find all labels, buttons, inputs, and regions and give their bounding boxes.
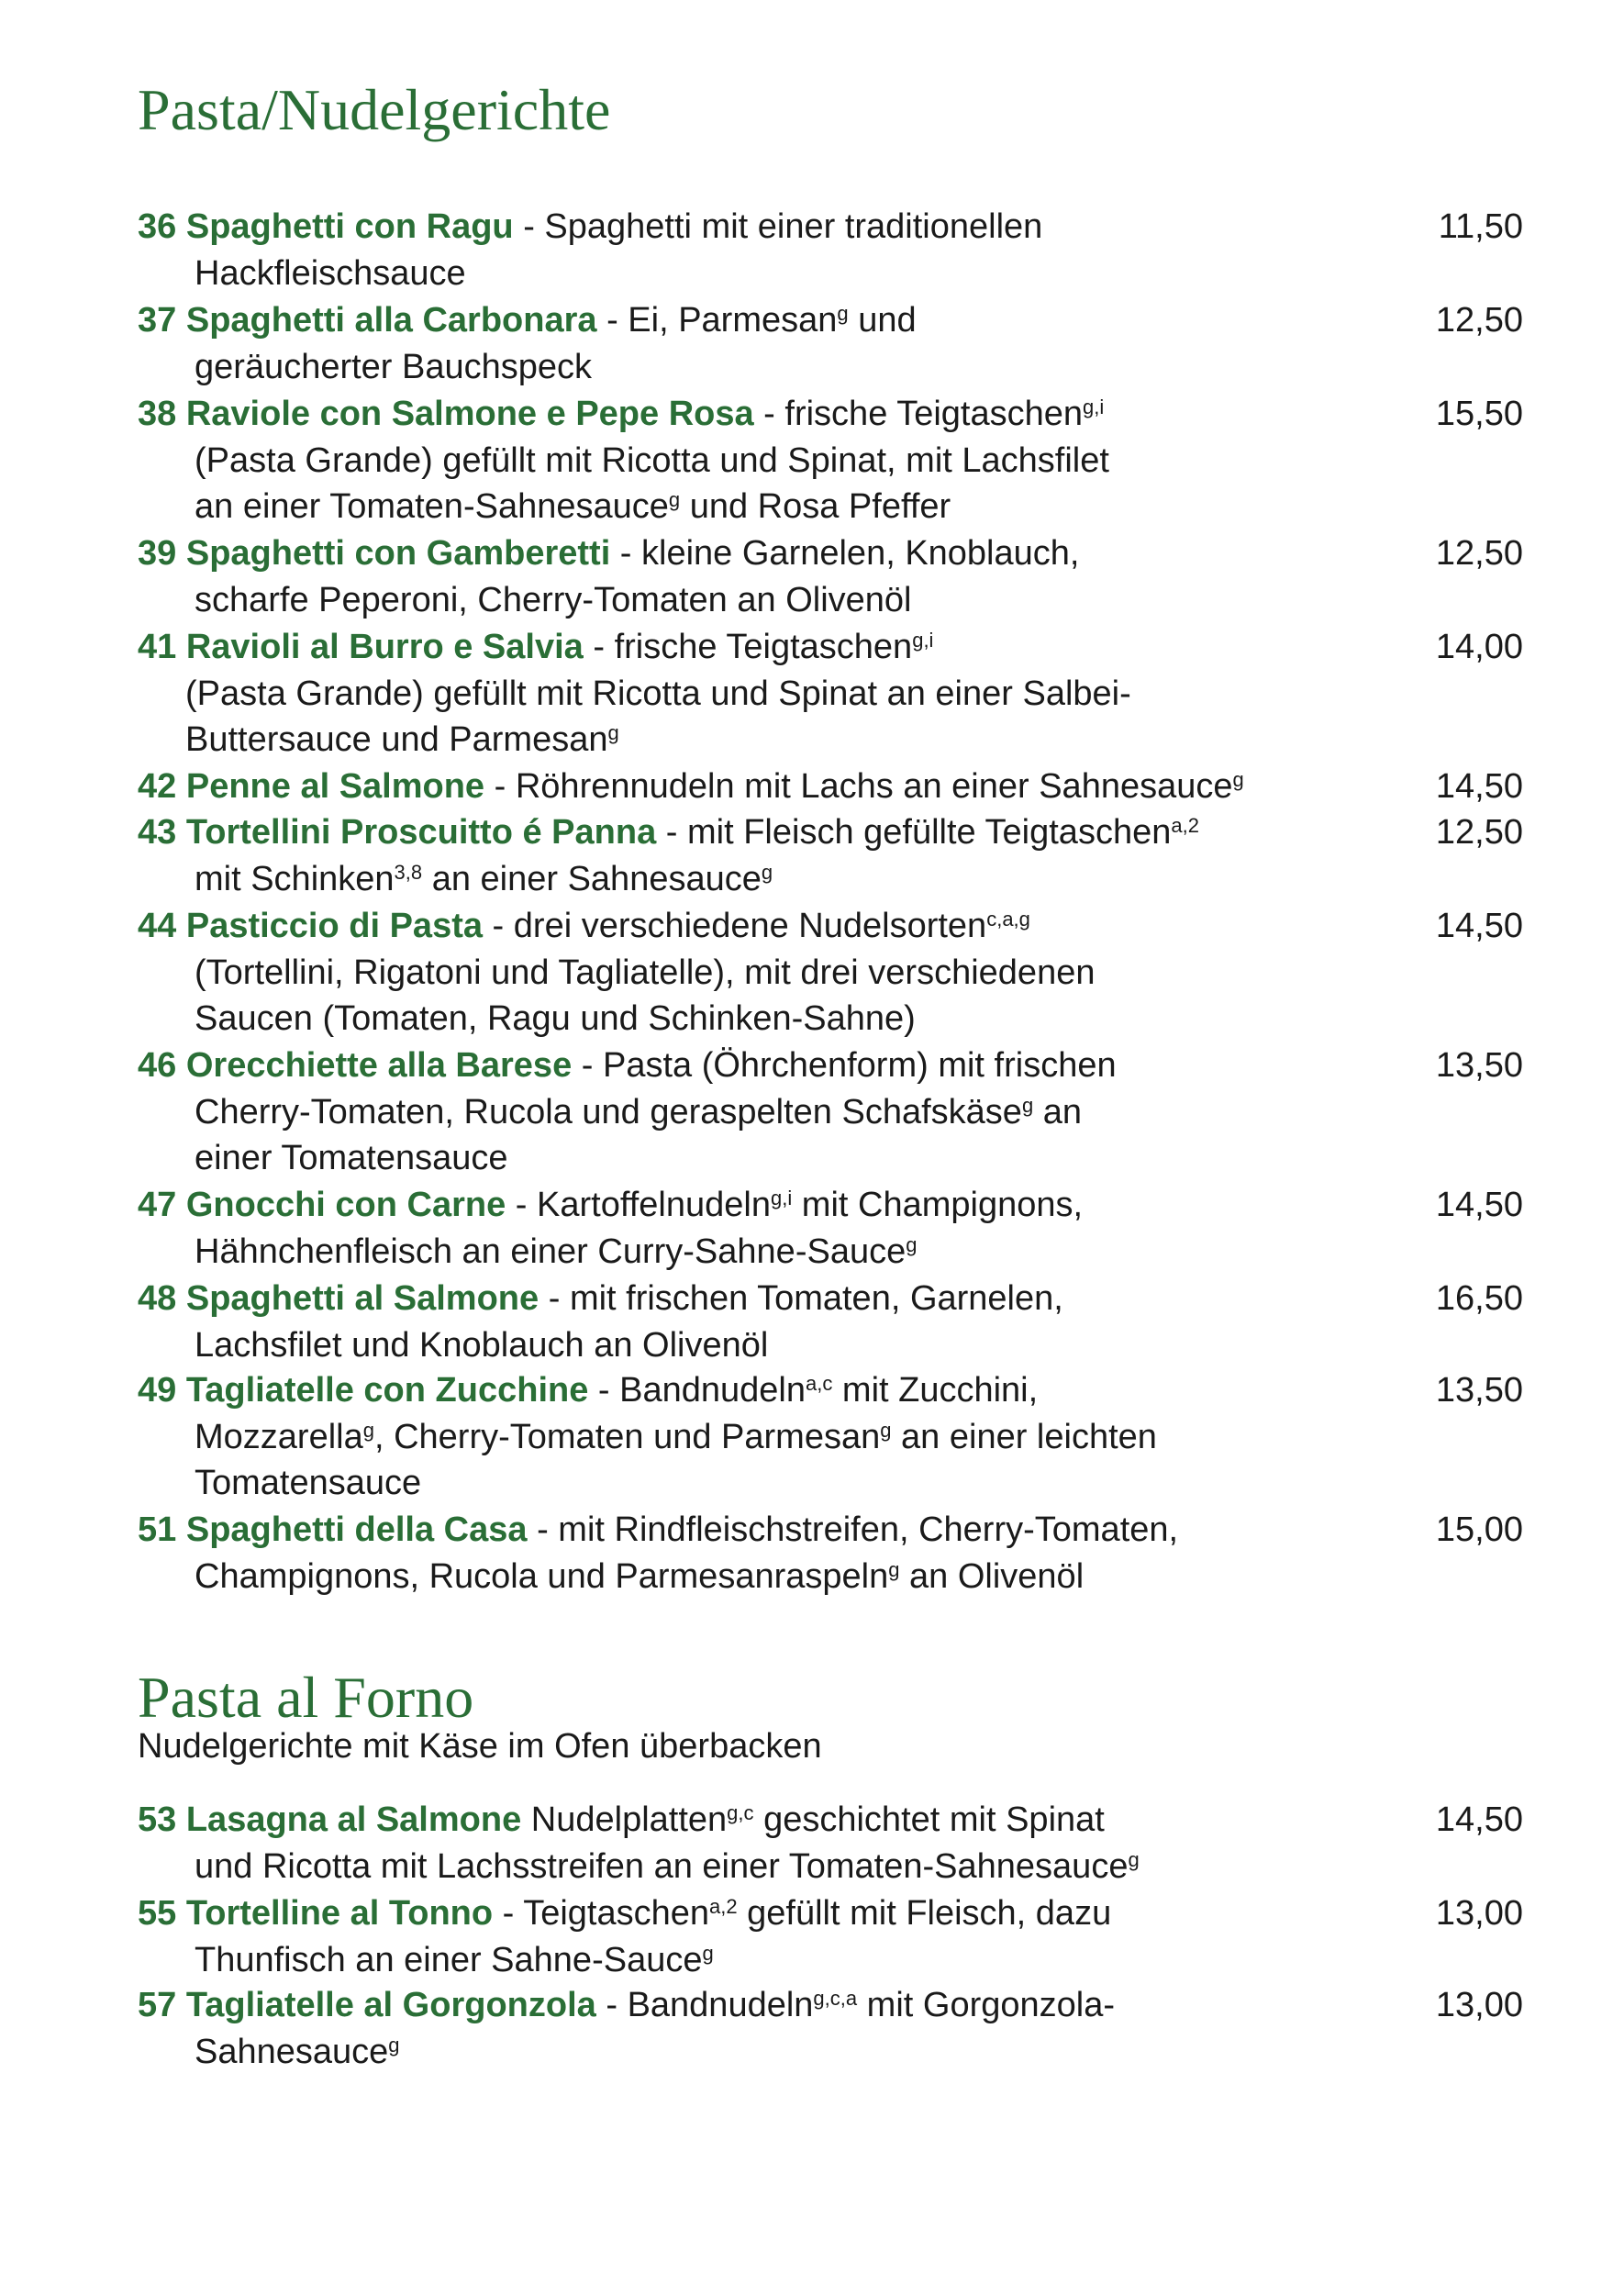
- item-text: Champignons, Rucola und Parmesanraspeln: [195, 1556, 889, 1596]
- item-price: 15,00: [1435, 1510, 1523, 1549]
- item-text: Saucen (Tomaten, Ragu und Schinken-Sahne): [195, 999, 916, 1038]
- item-text: mit Fleisch gefüllte Teigtaschen: [687, 813, 1172, 852]
- item-text: Thunfisch an einer Sahne-Sauce: [195, 1940, 703, 1979]
- item-number: 37: [138, 301, 177, 340]
- allergen-code: a,2: [1171, 813, 1199, 837]
- item-price: 11,50: [1438, 207, 1523, 246]
- item-separator: -: [595, 1986, 628, 2024]
- menu-item: [138, 1182, 1523, 1275]
- item-text: und: [848, 301, 917, 340]
- menu-item: [138, 1797, 1523, 1889]
- item-continuation: [138, 344, 1257, 391]
- item-number: 46: [138, 1046, 177, 1085]
- item-text: einer Tomatensauce: [195, 1139, 508, 1177]
- item-continuation: [138, 1937, 1257, 1984]
- item-description: [138, 204, 1257, 296]
- item-line: [138, 1279, 1063, 1318]
- section-title-pasta: Pasta/Nudelgerichte: [138, 77, 611, 142]
- item-text: Spaghetti mit einer traditionellen: [544, 207, 1043, 246]
- item-separator: -: [506, 1186, 538, 1224]
- item-text: (Tortellini, Rigatoni und Tagliatelle), mit drei verschiedenen: [195, 953, 1096, 992]
- item-text: an einer Tomaten-Sahnesauce: [195, 487, 669, 526]
- item-line: [138, 1371, 1038, 1410]
- menu-item: [138, 1276, 1523, 1368]
- item-separator: -: [596, 301, 628, 340]
- item-description: [138, 530, 1257, 623]
- item-name: Ravioli al Burro e Salvia: [185, 628, 584, 666]
- item-text: Tomatensauce: [195, 1464, 422, 1502]
- item-name: Gnocchi con Carne: [185, 1186, 506, 1224]
- item-separator: -: [493, 1894, 524, 1933]
- item-number: 51: [138, 1510, 177, 1549]
- item-text: Hackfleischsauce: [195, 253, 466, 293]
- menu-item: [138, 391, 1523, 530]
- item-separator: -: [656, 813, 687, 852]
- item-text: drei verschiedene Nudelsorten: [513, 907, 987, 945]
- allergen-code: g: [906, 1232, 918, 1256]
- item-separator: -: [539, 1279, 570, 1318]
- item-name: Orecchiette alla Barese: [185, 1046, 573, 1085]
- menu-item: [138, 903, 1523, 1042]
- item-text: mit Zucchini,: [832, 1371, 1039, 1410]
- item-text: und Rosa Pfeffer: [680, 487, 951, 526]
- item-text: Pasta (Öhrchenform) mit frischen: [602, 1046, 1117, 1085]
- item-continuation: [138, 1844, 1257, 1890]
- allergen-code: a,2: [709, 1894, 738, 1918]
- item-text: mit Gorgonzola-: [857, 1986, 1116, 2024]
- item-price: 12,50: [1435, 813, 1523, 852]
- item-text: Teigtaschen: [523, 1894, 709, 1933]
- item-description: [138, 391, 1257, 530]
- item-number: 55: [138, 1894, 177, 1933]
- item-separator: -: [513, 207, 545, 246]
- item-number: 41: [138, 628, 177, 666]
- item-name: Tagliatelle con Zucchine: [185, 1371, 589, 1410]
- item-text: , Cherry-Tomaten und Parmesan: [373, 1417, 881, 1456]
- allergen-code: g: [761, 860, 773, 884]
- item-description: [138, 903, 1257, 1042]
- item-line: [138, 207, 1042, 246]
- allergen-code: g: [1232, 767, 1244, 791]
- allergen-code: g,c: [727, 1800, 754, 1824]
- allergen-code: g: [837, 301, 849, 325]
- item-description: [138, 764, 1257, 810]
- allergen-code: g,i: [770, 1186, 793, 1209]
- section-title-pasta-al-forno: Pasta al Forno: [138, 1665, 474, 1730]
- allergen-code: c,a,g: [986, 907, 1030, 931]
- item-continuation: [138, 577, 1257, 624]
- item-price: 16,50: [1435, 1279, 1523, 1318]
- item-text: (Pasta Grande) gefüllt mit Ricotta und Spinat, mit Lachsfilet: [195, 440, 1109, 480]
- item-price: 13,00: [1435, 1986, 1523, 2024]
- item-name: Spaghetti della Casa: [185, 1510, 528, 1549]
- item-separator: -: [753, 395, 785, 433]
- item-number: 38: [138, 395, 177, 433]
- item-description: [138, 297, 1257, 390]
- item-separator: -: [588, 1371, 620, 1410]
- item-separator: -: [572, 1046, 603, 1085]
- item-text: kleine Garnelen, Knoblauch,: [641, 534, 1080, 573]
- item-price: 15,50: [1435, 395, 1523, 433]
- item-number: 49: [138, 1371, 177, 1410]
- item-description: [138, 1367, 1257, 1507]
- item-text: Lachsfilet und Knoblauch an Olivenöl: [195, 1325, 769, 1365]
- item-number: 47: [138, 1186, 177, 1224]
- allergen-code: g: [1021, 1093, 1034, 1117]
- item-continuation: [138, 950, 1257, 997]
- allergen-code: g: [888, 1557, 900, 1581]
- section-subtitle: Nudelgerichte mit Käse im Ofen überbacken: [138, 1727, 822, 1766]
- item-line: [138, 1894, 1111, 1933]
- menu-item: [138, 764, 1523, 810]
- menu-item: [138, 1507, 1523, 1600]
- item-continuation: [138, 1460, 1257, 1507]
- item-price: 14,50: [1435, 767, 1523, 806]
- item-description: [138, 809, 1257, 902]
- item-name: Lasagna al Salmone: [185, 1800, 522, 1839]
- item-name: Raviole con Salmone e Pepe Rosa: [185, 395, 754, 433]
- menu-item: [138, 530, 1523, 623]
- item-text: Hähnchenfleisch an einer Curry-Sahne-Sauce: [195, 1232, 907, 1271]
- item-continuation: [138, 1554, 1257, 1600]
- item-text: Kartoffelnudeln: [537, 1186, 771, 1224]
- item-price: 12,50: [1435, 534, 1523, 573]
- item-text: Cherry-Tomaten, Rucola und geraspelten Schafskäse: [195, 1092, 1022, 1131]
- item-text: und Ricotta mit Lachsstreifen an einer Tomaten-Sahnesauce: [195, 1846, 1129, 1886]
- item-text: Bandnudeln: [627, 1986, 814, 2024]
- item-price: 12,50: [1435, 301, 1523, 340]
- item-line: [138, 907, 1030, 945]
- item-line: [138, 534, 1079, 573]
- allergen-code: g: [702, 1941, 714, 1965]
- item-number: 44: [138, 907, 177, 945]
- menu-item: [138, 1042, 1523, 1182]
- item-line: [138, 767, 1244, 806]
- allergen-code: g: [388, 2033, 400, 2056]
- item-price: 13,00: [1435, 1894, 1523, 1933]
- item-number: 57: [138, 1986, 177, 2024]
- item-continuation: [138, 856, 1257, 903]
- item-line: [138, 628, 933, 666]
- item-description: [138, 1276, 1257, 1368]
- item-name: Tortelline al Tonno: [185, 1894, 494, 1933]
- item-description: [138, 1507, 1257, 1600]
- item-continuation: [138, 1089, 1257, 1136]
- item-text: mit Schinken: [195, 859, 395, 898]
- item-text: an einer Sahnesauce: [422, 859, 762, 898]
- item-text: Sahnesauce: [195, 2032, 389, 2071]
- allergen-code: g: [880, 1418, 892, 1442]
- item-text: an: [1033, 1092, 1083, 1131]
- item-text: mit Rindfleischstreifen, Cherry-Tomaten,: [558, 1510, 1179, 1549]
- item-name: Spaghetti con Ragu: [185, 207, 514, 246]
- allergen-code: g,i: [912, 628, 934, 652]
- item-number: 48: [138, 1279, 177, 1318]
- item-name: Tagliatelle al Gorgonzola: [185, 1986, 596, 2024]
- menu-item: [138, 1890, 1523, 1983]
- item-line: [138, 813, 1199, 852]
- item-name: Penne al Salmone: [185, 767, 485, 806]
- item-text: (Pasta Grande) gefüllt mit Ricotta und Spinat an einer Salbei-: [185, 674, 1131, 713]
- allergen-code: g: [362, 1418, 374, 1442]
- item-number: 53: [138, 1800, 177, 1839]
- menu-item: [138, 809, 1523, 902]
- allergen-code: g: [607, 720, 619, 744]
- allergen-code: 3,8: [394, 860, 423, 884]
- allergen-code: a,c: [806, 1371, 833, 1395]
- item-text: an einer leichten: [891, 1417, 1157, 1456]
- item-number: 42: [138, 767, 177, 806]
- item-text: frische Teigtaschen: [614, 628, 913, 666]
- allergen-code: g: [668, 487, 681, 511]
- item-separator: -: [610, 534, 642, 573]
- item-text: an Olivenöl: [899, 1556, 1085, 1596]
- item-number: 43: [138, 813, 177, 852]
- item-separator: -: [484, 767, 516, 806]
- item-continuation: [138, 1135, 1257, 1182]
- item-text: Buttersauce und Parmesan: [185, 720, 608, 759]
- item-description: [138, 624, 1257, 764]
- allergen-code: g: [1128, 1847, 1140, 1871]
- menu-item: [138, 1367, 1523, 1507]
- item-line: [138, 395, 1104, 433]
- item-continuation: [138, 1414, 1257, 1461]
- item-name: Pasticcio di Pasta: [185, 907, 483, 945]
- item-continuation: [138, 484, 1257, 530]
- item-continuation: [138, 996, 1257, 1042]
- item-continuation: [138, 717, 1257, 764]
- menu-item: [138, 204, 1523, 296]
- item-name: Spaghetti con Gamberetti: [185, 534, 611, 573]
- item-separator: [521, 1800, 531, 1839]
- item-text: Nudelplatten: [530, 1800, 728, 1839]
- item-text: mit frischen Tomaten, Garnelen,: [569, 1279, 1063, 1318]
- item-line: [138, 1800, 1105, 1839]
- item-price: 13,50: [1435, 1371, 1523, 1410]
- item-text: frische Teigtaschen: [784, 395, 1084, 433]
- item-text: geräucherter Bauchspeck: [195, 347, 593, 386]
- item-continuation: [138, 251, 1257, 297]
- menu-item: [138, 1982, 1523, 2075]
- item-name: Tortellini Proscuitto é Panna: [185, 813, 657, 852]
- item-description: [138, 1797, 1257, 1889]
- item-number: 39: [138, 534, 177, 573]
- item-text: gefüllt mit Fleisch, dazu: [737, 1894, 1112, 1933]
- item-name: Spaghetti alla Carbonara: [185, 301, 597, 340]
- item-separator: -: [583, 628, 615, 666]
- item-text: geschichtet mit Spinat: [753, 1800, 1105, 1839]
- item-price: 14,00: [1435, 628, 1523, 666]
- menu-item: [138, 297, 1523, 390]
- item-description: [138, 1982, 1257, 2075]
- item-text: Röhrennudeln mit Lachs an einer Sahnesauce: [515, 767, 1233, 806]
- item-text: mit Champignons,: [792, 1186, 1084, 1224]
- item-description: [138, 1182, 1257, 1275]
- item-description: [138, 1890, 1257, 1983]
- item-text: scharfe Peperoni, Cherry-Tomaten an Olivenöl: [195, 580, 912, 619]
- item-line: [138, 1186, 1083, 1224]
- item-line: [138, 1046, 1117, 1085]
- item-line: [138, 301, 917, 340]
- menu-item: [138, 624, 1523, 764]
- item-continuation: [138, 671, 1257, 718]
- item-continuation: [138, 1322, 1257, 1369]
- item-description: [138, 1042, 1257, 1182]
- allergen-code: g,i: [1083, 395, 1105, 418]
- allergen-code: g,c,a: [813, 1986, 858, 2010]
- item-text: Ei, Parmesan: [628, 301, 838, 340]
- item-price: 14,50: [1435, 1800, 1523, 1839]
- item-text: Bandnudeln: [619, 1371, 806, 1410]
- item-text: Mozzarella: [195, 1417, 363, 1456]
- item-line: [138, 1986, 1115, 2024]
- item-name: Spaghetti al Salmone: [185, 1279, 539, 1318]
- item-price: 14,50: [1435, 1186, 1523, 1224]
- item-line: [138, 1510, 1178, 1549]
- item-price: 13,50: [1435, 1046, 1523, 1085]
- item-number: 36: [138, 207, 177, 246]
- item-continuation: [138, 1229, 1257, 1276]
- item-separator: -: [527, 1510, 559, 1549]
- item-continuation: [138, 438, 1257, 485]
- item-price: 14,50: [1435, 907, 1523, 945]
- item-continuation: [138, 2029, 1257, 2076]
- item-separator: -: [483, 907, 514, 945]
